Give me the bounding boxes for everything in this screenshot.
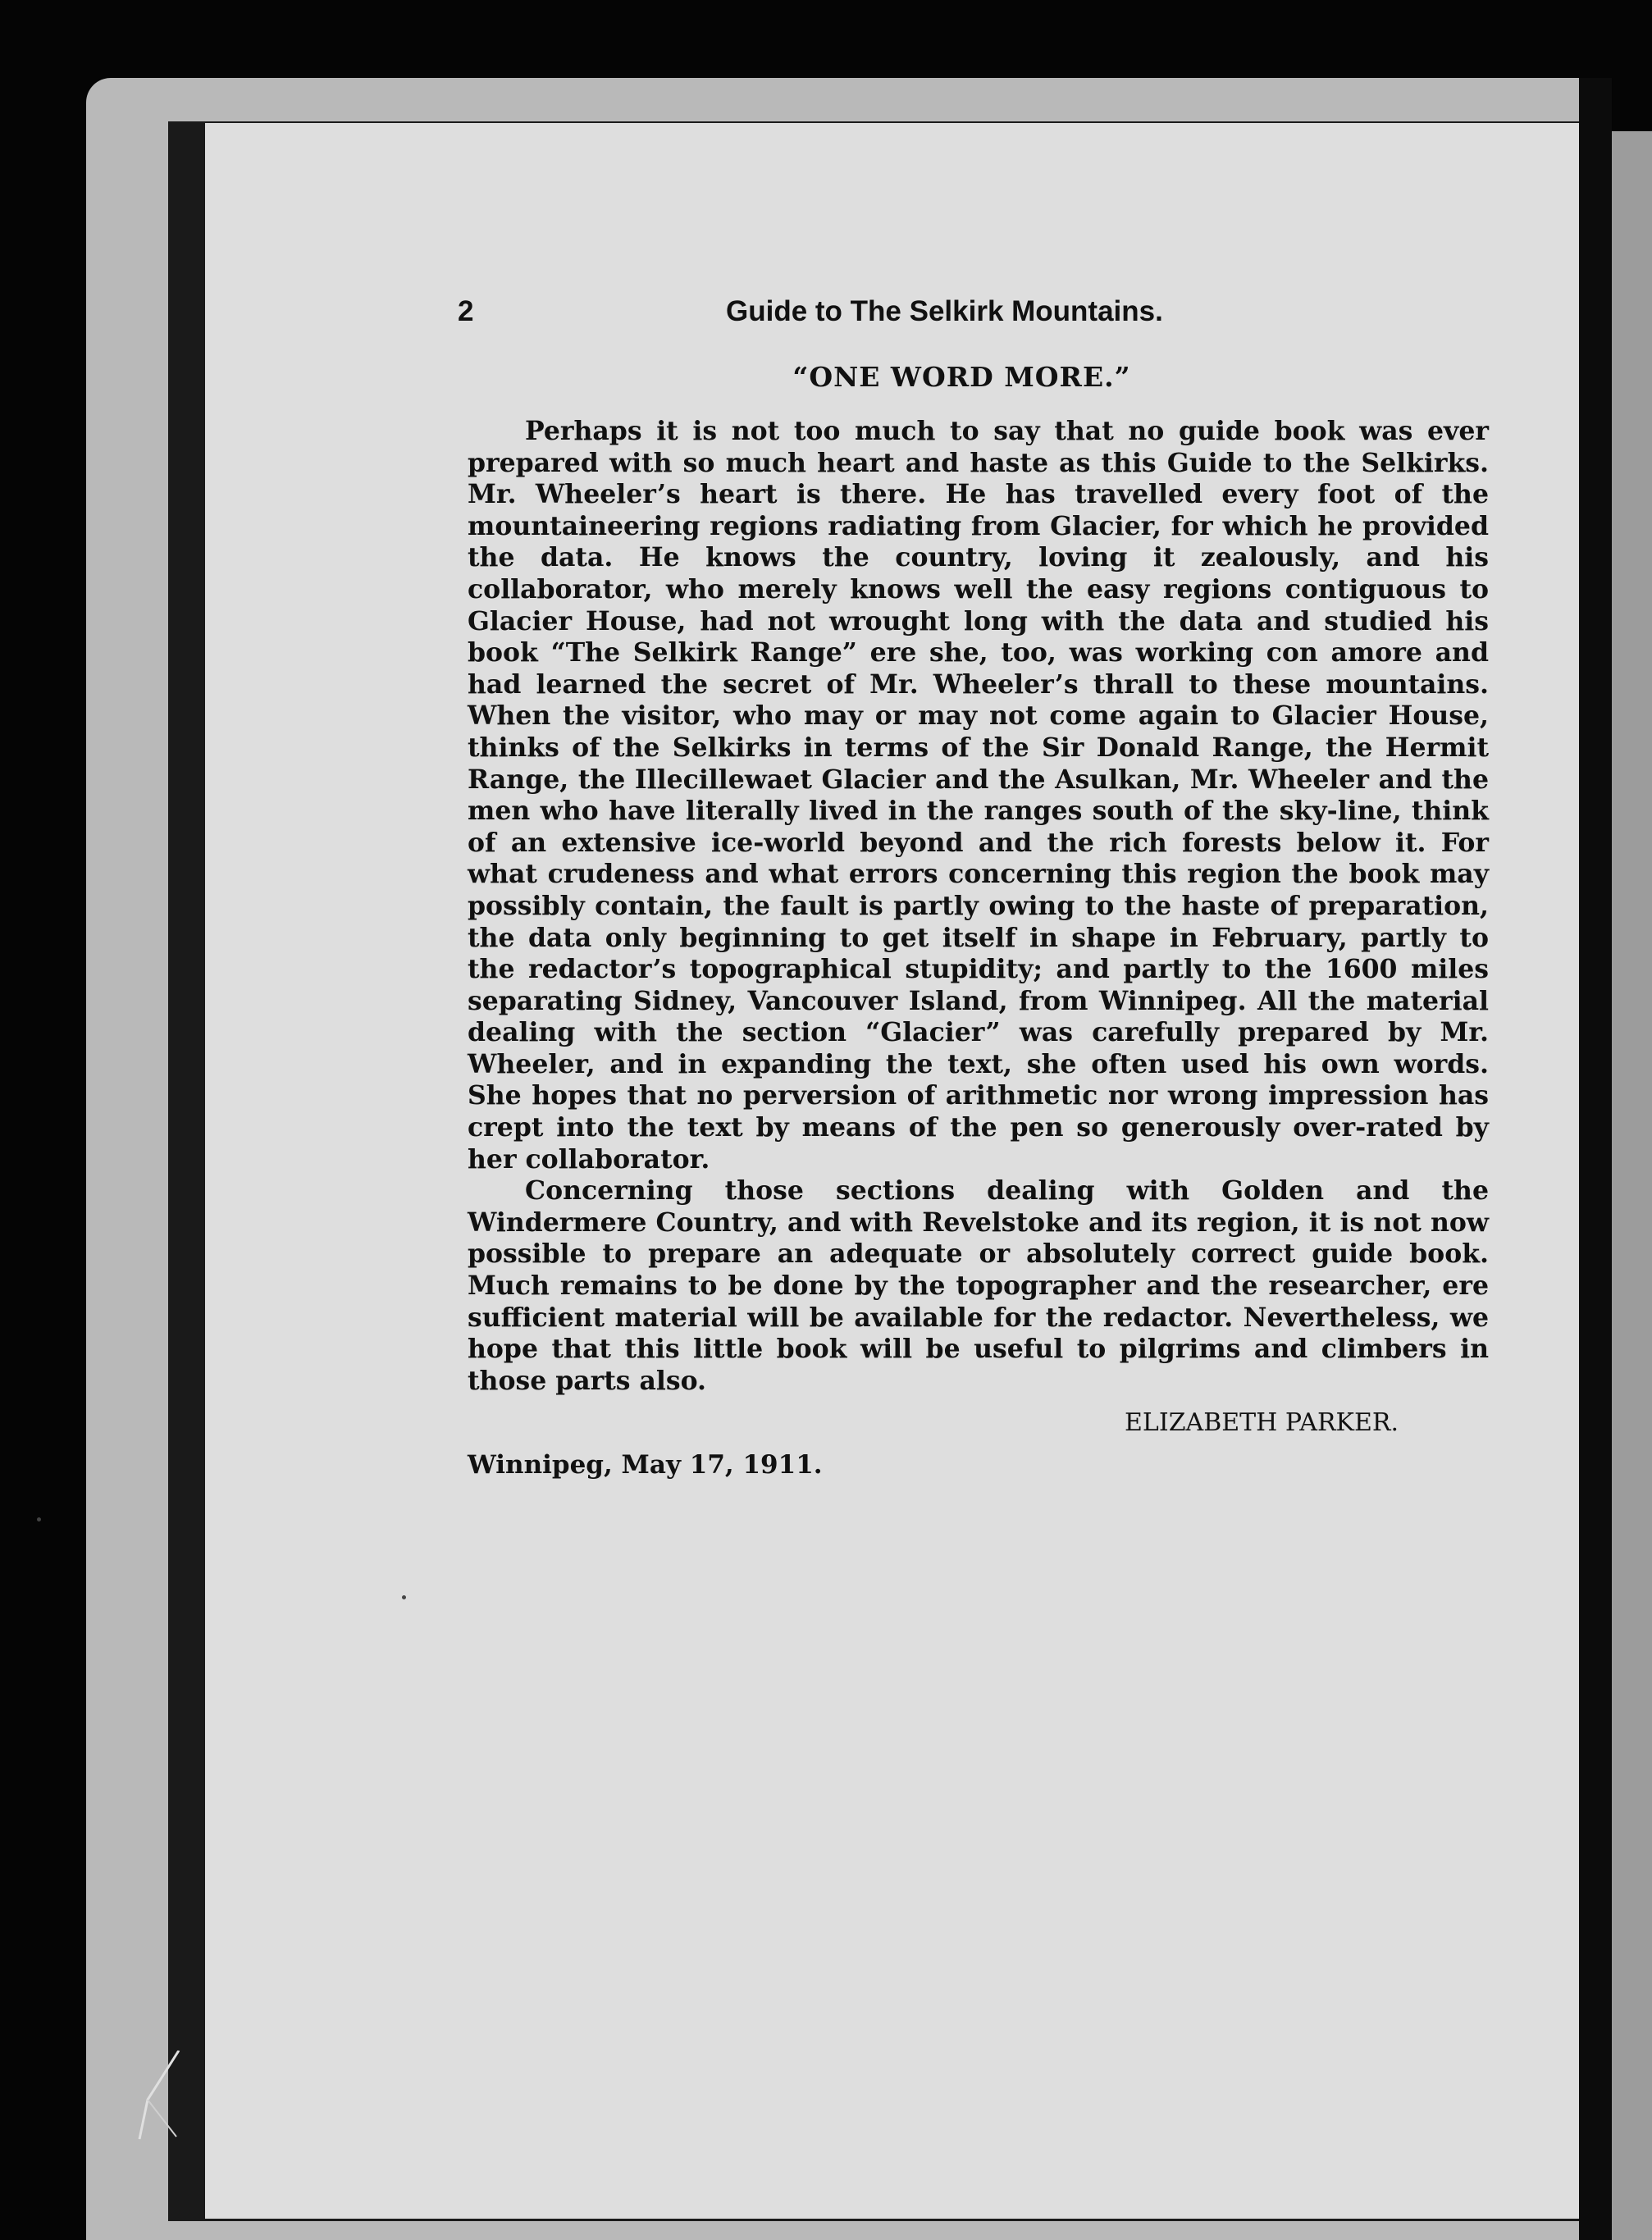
body-paragraph: Perhaps it is not too much to say that no guide book was ever prepared with so much heart and haste as this Guide to the Selkirks. Mr. Wheeler’s heart is there. He has travelled every foot of the mountaineering regions radiating from Glacier, for which he provided the data. He knows the country, loving it zealously, and his collaborator, who merely knows well the easy regions contiguous to Glacier House, had not wrought long with the data and studied his book “The Selkirk Range” ere she, too, was working con amore and had learned the secret of Mr. Wheeler’s thrall to these mountains. When the visitor, who may or may not come again to Glacier House, thinks of the Selkirks in terms of the Sir Donald Range, the Hermit Range, the Illecillewaet Glacier and the Asulkan, Mr. Wheeler and the men who have literally lived in the ranges south of the sky-line, think of an extensive ice-world beyond and the rich forests below it. For what crudeness and what errors concerning this region the book may possibly contain, the fault is partly owing to the haste of preparation, the data only beginning to get itself in shape in February, partly to the redactor’s topographical stupidity; and partly to the 1600 miles separating Sidney, Vancouver Island, from Winnipeg. All the material dealing with the section “Glacier” was carefully prepared by Mr. Wheeler, and in expanding the text, she often used his own words. She hopes that no perversion of arithmetic nor wrong impression has crept into the text by means of the pen so generously over-rated by her collaborator. — [468, 416, 1489, 1175]
page-fold-mark — [131, 2051, 180, 2141]
body-paragraph: Concerning those sections dealing with Golden and the Windermere Country, and with Revelstoke and its region, it is not now possible to prepare an adequate or absolutely correct guide book. Much remains to be done by the topographer and the researcher, ere sufficient material will be available for the redactor. Nevertheless, we hope that this little book will be useful to pilgrims and climbers in those parts also. — [468, 1175, 1489, 1396]
running-head — [458, 295, 1489, 344]
running-title: Guide to The Selkirk Mountains. — [726, 295, 1163, 327]
scan-speck — [37, 1517, 41, 1521]
place-and-date: Winnipeg, May 17, 1911. — [468, 1450, 823, 1480]
section-heading: “ONE WORD MORE.” — [792, 361, 1131, 393]
document-text — [458, 295, 1489, 1480]
scan-speck — [402, 1595, 406, 1599]
page-number: 2 — [458, 295, 474, 327]
page-gutter-shadow — [1579, 78, 1612, 2240]
author-signature: ELIZABETH PARKER. — [1125, 1408, 1399, 1438]
adjacent-page-edge — [1612, 131, 1652, 2240]
